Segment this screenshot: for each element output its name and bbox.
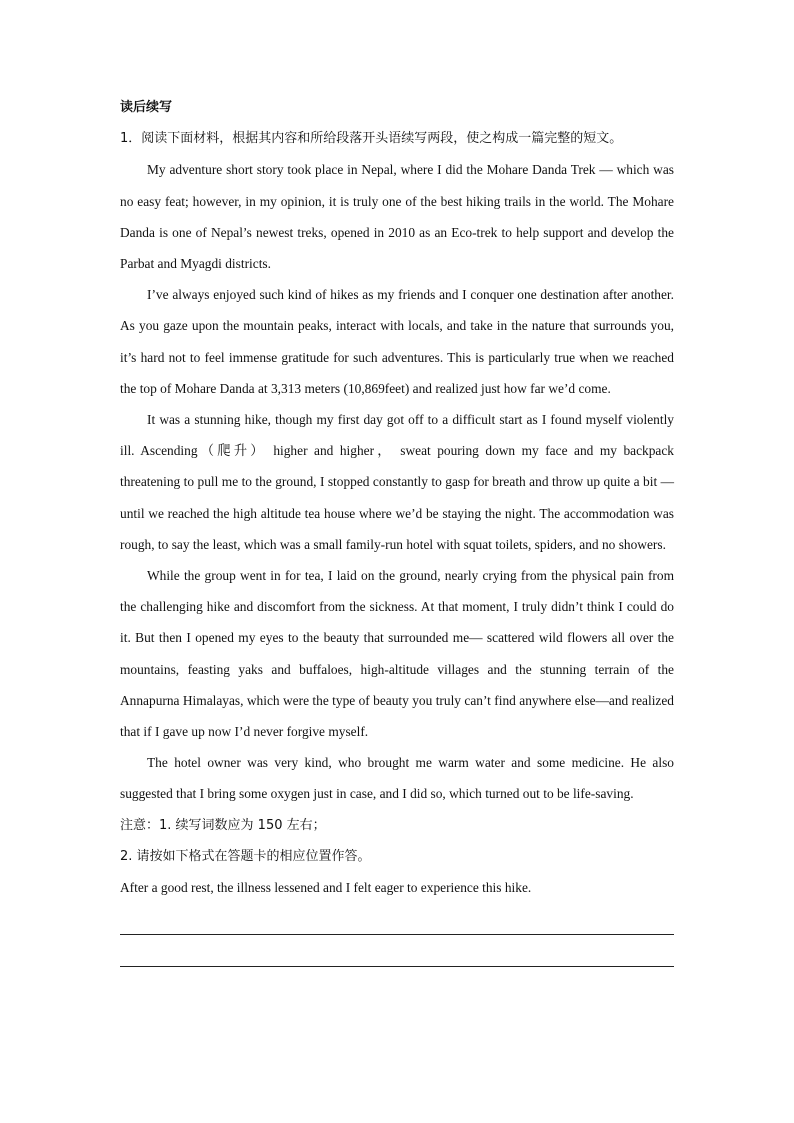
paragraph-starter: After a good rest, the illness lessened and I felt eager to experience this hike. <box>120 880 532 896</box>
story-paragraph-4: While the group went in for tea, I laid on the ground, nearly crying from the physical pain from the challenging hike and discomfort from the sickness. At that moment, I truly didn’t think I could do it. But then I opened my eyes to the beauty that surrounded me— scattered wild flowers all over the mountains, feasting yaks and buffaloes, high-altitude villages and the stunning terrain of the Annapurna Himalayas, which were the type of beauty you truly can’t find anywhere else—and realized that if I gave up now I’d never forgive myself. <box>120 568 674 740</box>
task-instruction: 1．阅读下面材料，根据其内容和所给段落开头语续写两段，使之构成一篇完整的短文。 <box>120 131 623 147</box>
note-line-1: 注意：1. 续写词数应为 150 左右； <box>120 817 326 833</box>
story-paragraph-5: The hotel owner was very kind, who brought me warm water and some medicine. He also suggested that I bring some oxygen just in case, and I did so, which turned out to be life-saving. <box>120 755 674 802</box>
document-content <box>120 92 674 967</box>
story-paragraph-3: It was a stunning hike, though my first day got off to a difficult start as I found myself violently ill. Ascending（爬升） higher and higher， sweat pouring down my face and my backpack threatening to pull me to the ground, I stopped constantly to gasp for breath and throw up quite a bit — until we reached the high altitude tea house where we’d be staying the night. The accommodation was rough, to say the least, which was a small family-run hotel with squat toilets, spiders, and no showers. <box>120 412 674 552</box>
section-heading: 读后续写 <box>120 100 173 115</box>
story-paragraph-1: My adventure short story took place in Nepal, where I did the Mohare Danda Trek — which was no easy feat; however, in my opinion, it is truly one of the best hiking trails in the world. The Mohare Danda is one of Nepal’s newest treks, opened in 2010 as an Eco-trek to help support and develop the Parbat and Myagdi districts. <box>120 162 674 272</box>
answer-line-2[interactable] <box>120 935 674 967</box>
answer-line-1[interactable] <box>120 903 674 935</box>
story-paragraph-2: I’ve always enjoyed such kind of hikes as my friends and I conquer one destination after another. As you gaze upon the mountain peaks, interact with locals, and take in the nature that surrounds you, it’s hard not to feel immense gratitude for such adventures. This is particularly true when we reached the top of Mohare Danda at 3,313 meters (10,869feet) and realized just how far we’d come. <box>120 287 674 396</box>
note-line-2: 2. 请按如下格式在答题卡的相应位置作答。 <box>120 848 371 864</box>
